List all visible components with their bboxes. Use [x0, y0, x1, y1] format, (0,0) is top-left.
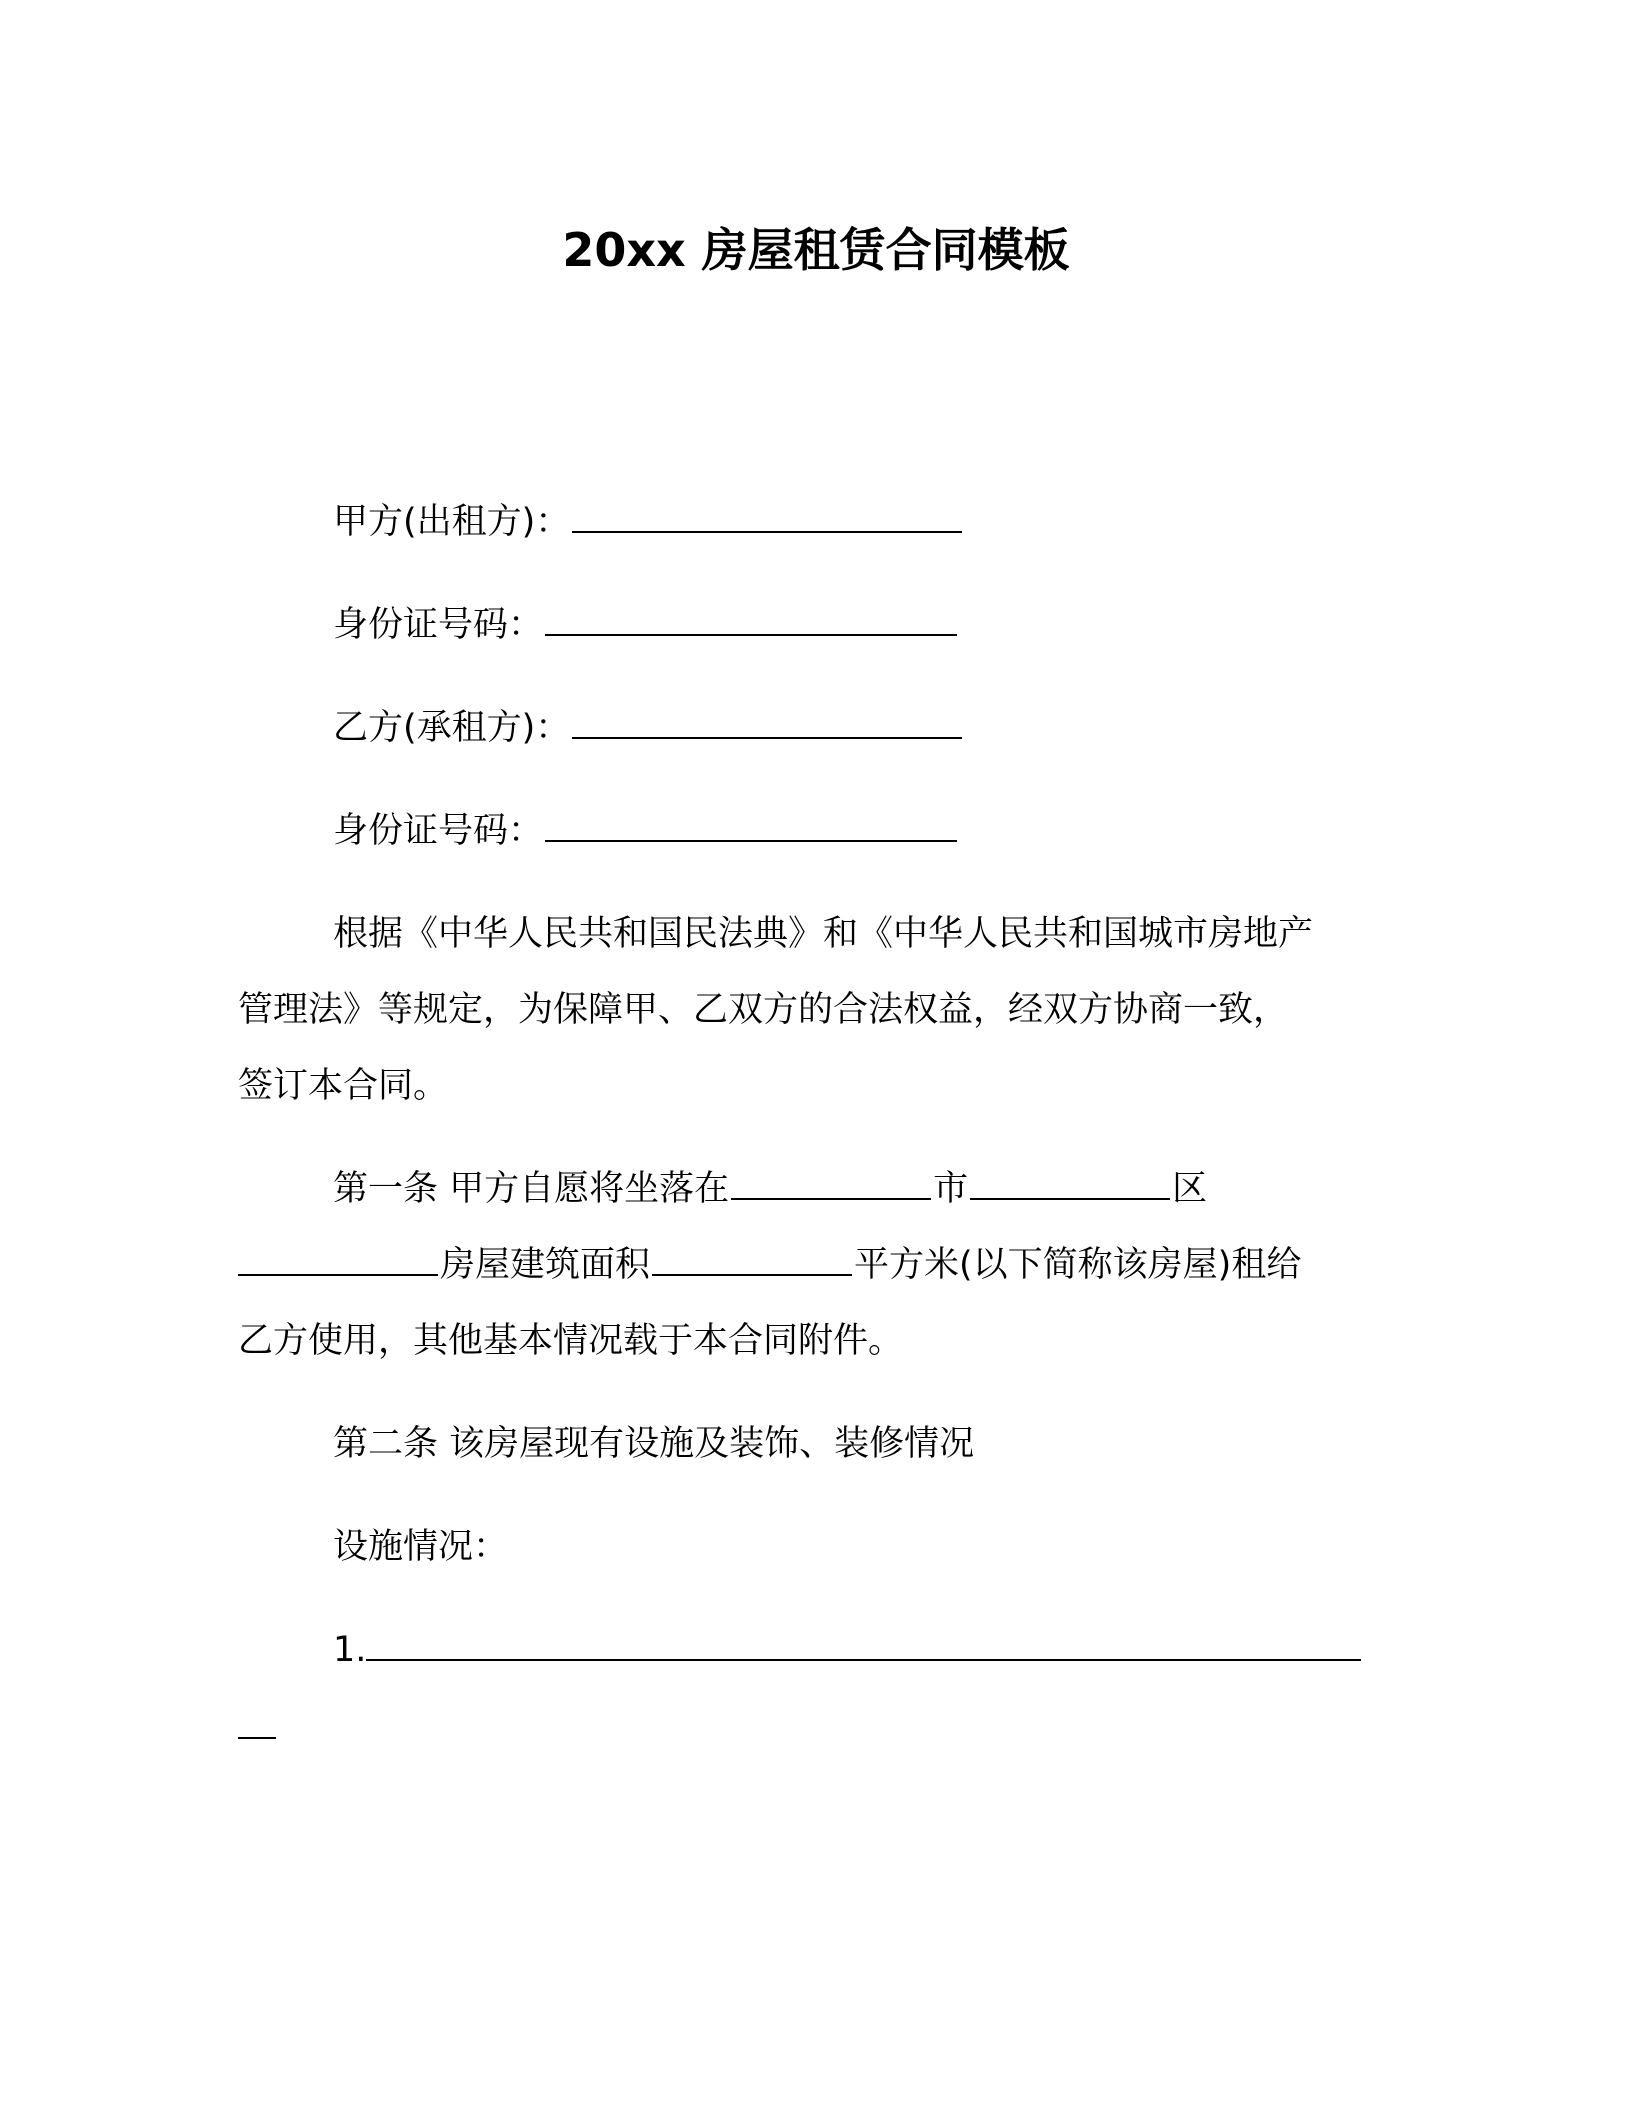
article1-line-3: 乙方使用，其他基本情况载于本合同附件。 — [238, 1321, 904, 1361]
party-b-id-label: 身份证号码： — [333, 811, 544, 851]
city-blank — [731, 1198, 931, 1200]
party-a-id-line — [333, 601, 959, 649]
district-label: 区 — [1172, 1169, 1208, 1209]
facilities-label: 设施情况： — [333, 1527, 509, 1567]
area-suffix: 平方米(以下简称该房屋)租给 — [854, 1245, 1302, 1285]
party-b-id-blank — [545, 840, 957, 842]
party-a-label: 甲方(出租方)： — [333, 502, 571, 542]
city-label: 市 — [933, 1169, 969, 1209]
party-a-blank — [572, 531, 962, 533]
party-b-label: 乙方(承租方)： — [333, 708, 571, 748]
article1-line-1 — [333, 1165, 1207, 1213]
document-title: 20xx 房屋租赁合同模板 — [562, 223, 1070, 277]
party-a-line — [333, 498, 964, 546]
article2-heading: 第二条 该房屋现有设施及装饰、装修情况 — [333, 1424, 975, 1464]
item1-blank-continuation — [238, 1737, 276, 1739]
article1-line-2 — [238, 1241, 1301, 1289]
facility-item-1 — [333, 1626, 1363, 1674]
preamble-line-3: 签订本合同。 — [238, 1066, 449, 1106]
district-blank — [970, 1198, 1170, 1200]
address-blank — [238, 1274, 438, 1276]
item1-number: 1. — [333, 1630, 367, 1670]
party-b-id-line — [333, 807, 959, 855]
facility-item-1-continuation — [238, 1704, 278, 1752]
party-b-line — [333, 704, 964, 752]
party-a-id-label: 身份证号码： — [333, 605, 544, 645]
preamble-line-2: 管理法》等规定，为保障甲、乙双方的合法权益，经双方协商一致， — [238, 990, 1289, 1030]
item1-blank — [366, 1659, 1361, 1661]
party-b-blank — [572, 737, 962, 739]
preamble-line-1: 根据《中华人民共和国民法典》和《中华人民共和国城市房地产 — [333, 914, 1314, 954]
area-blank — [652, 1274, 852, 1276]
article1-prefix: 第一条 甲方自愿将坐落在 — [333, 1169, 730, 1209]
area-label: 房屋建筑面积 — [440, 1245, 651, 1285]
party-a-id-blank — [545, 634, 957, 636]
